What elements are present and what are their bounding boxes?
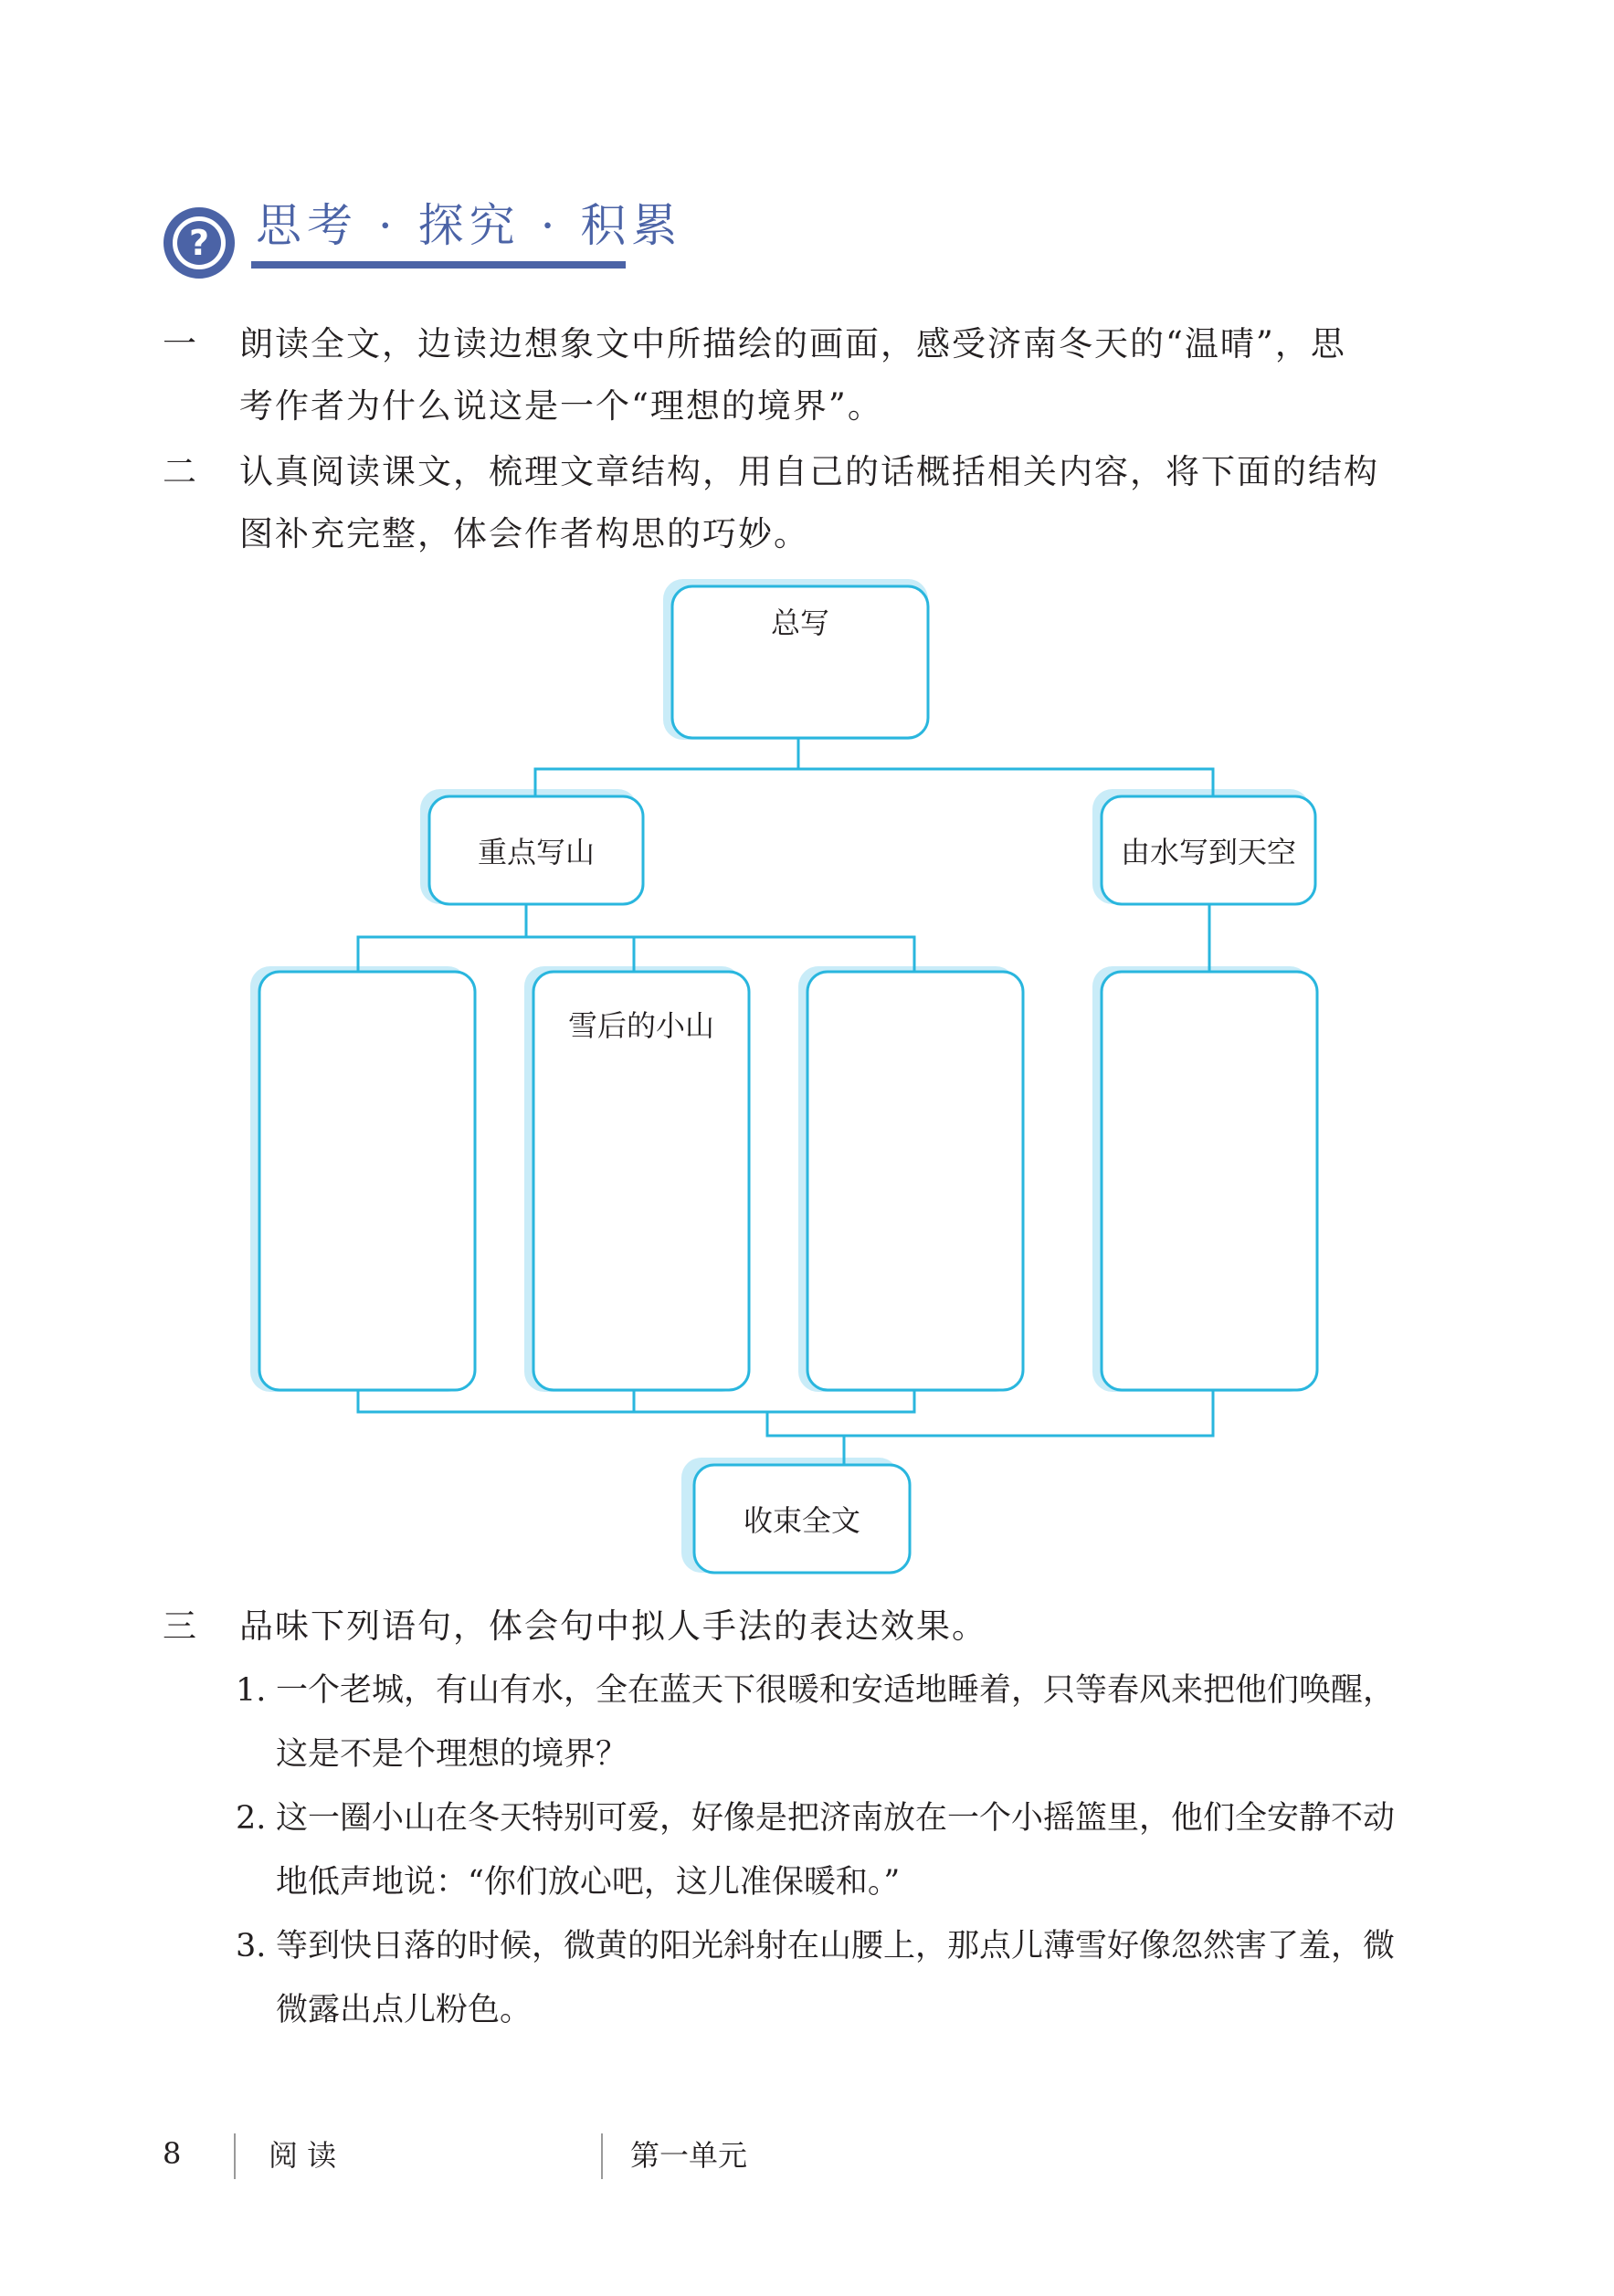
item-2-label: 2.: [236, 1800, 267, 1837]
box-detail-2-label: 雪后的小山: [567, 1008, 715, 1043]
svg-text:?: ?: [188, 223, 210, 263]
item-2-line-2: 地低声地说：“你们放心吧，这儿准保暖和。”: [276, 1864, 901, 1901]
item-2-line-1: 这一圈小山在冬天特别可爱，好像是把济南放在一个小摇篮里，他们全安静不动: [276, 1800, 1396, 1837]
box-top-label: 总写: [770, 606, 830, 640]
footer-section: 阅 读: [269, 2138, 337, 2173]
question-number-2: 二: [163, 452, 196, 491]
footer-divider-2: [601, 2133, 603, 2179]
question-2-line-1: 认真阅读课文，梳理文章结构，用自己的话概括相关内容，将下面的结构: [239, 452, 1379, 491]
box-detail-4: [1102, 972, 1317, 1390]
connector-mountain: [358, 904, 914, 972]
question-number-1: 一: [163, 324, 196, 363]
connector-bottom: [358, 1390, 1213, 1465]
question-3-line-1: 品味下列语句，体会句中拟人手法的表达效果。: [239, 1606, 987, 1646]
question-1-line-1: 朗读全文，边读边想象文中所描绘的画面，感受济南冬天的“温晴”，思: [239, 324, 1346, 363]
footer-unit: 第一单元: [630, 2138, 748, 2173]
section-title: 思考 · 探究 · 积累: [256, 199, 683, 252]
item-1-line-2: 这是不是个理想的境界？: [276, 1736, 628, 1773]
item-1-line-1: 一个老城，有山有水，全在蓝天下很暖和安适地睡着，只等春风来把他们唤醒，: [276, 1672, 1396, 1709]
item-1-label: 1.: [236, 1672, 267, 1709]
box-mid-right-label: 由水写到天空: [1120, 835, 1297, 869]
item-3-line-1: 等到快日落的时候，微黄的阳光斜射在山腰上，那点儿薄雪好像忽然害了羞，微: [276, 1928, 1396, 1964]
page-number: 8: [163, 2136, 182, 2171]
item-3-label: 3.: [236, 1928, 267, 1964]
question-2-line-2: 图补充完整，体会作者构思的巧妙。: [239, 514, 809, 553]
question-1-line-2: 考作者为什么说这是一个“理想的境界”。: [239, 386, 883, 426]
box-mid-left-label: 重点写山: [477, 835, 596, 869]
box-detail-3: [807, 972, 1023, 1390]
question-number-3: 三: [163, 1606, 196, 1646]
item-3-line-2: 微露出点儿粉色。: [276, 1992, 533, 2028]
box-detail-1: [259, 972, 475, 1390]
footer-divider-1: [234, 2133, 236, 2179]
connector-top: [535, 738, 1213, 796]
box-bottom-label: 收束全文: [743, 1503, 861, 1538]
